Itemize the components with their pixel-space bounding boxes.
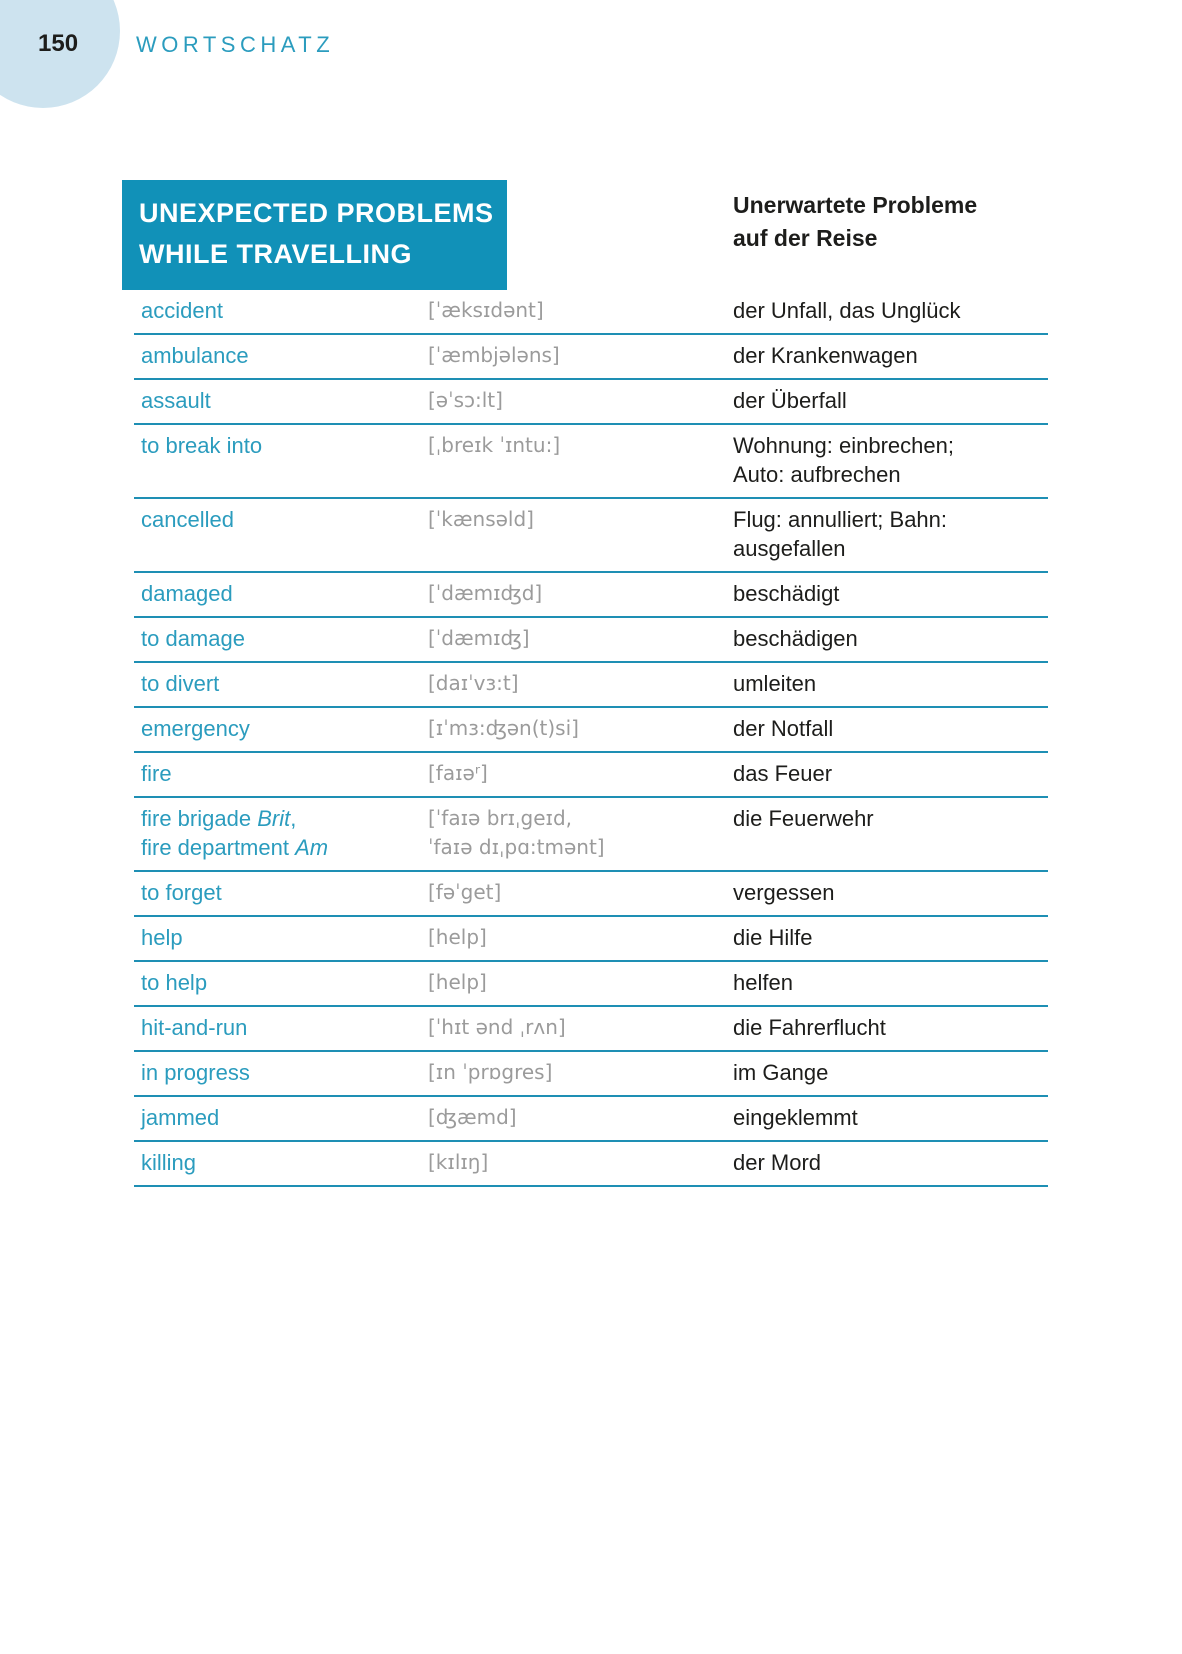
vocab-row: [134, 425, 1048, 499]
phonetic-cell-line: [ˌbreɪk ˈɪntu:]: [428, 433, 561, 457]
english-word-cell-line: emergency: [141, 716, 250, 741]
english-word-cell: [134, 505, 428, 534]
german-translation-cell-line: die Fahrerflucht: [733, 1015, 886, 1040]
phonetic-cell: [428, 878, 733, 907]
german-translation-cell-line: vergessen: [733, 880, 835, 905]
vocab-row: [134, 499, 1048, 573]
phonetic-cell: [428, 923, 733, 952]
german-translation-cell-line: im Gange: [733, 1060, 829, 1085]
phonetic-cell-line: [ˈæksɪdənt]: [428, 298, 544, 322]
german-translation-cell-line: die Hilfe: [733, 925, 813, 950]
region-label: Am: [295, 835, 329, 860]
phonetic-cell: [428, 1148, 733, 1177]
german-translation-cell-line: der Notfall: [733, 716, 834, 741]
english-word-cell-line: to help: [141, 970, 208, 995]
english-word-cell-line: fire: [141, 761, 172, 786]
phonetic-cell-line: [ˈdæmɪʤd]: [428, 581, 543, 605]
german-translation-cell-line: ausgefallen: [733, 536, 846, 561]
phonetic-cell-line: [kɪlɪŋ]: [428, 1150, 489, 1174]
english-word-cell-line: killing: [141, 1150, 197, 1175]
phonetic-cell-line: [ʤæmd]: [428, 1105, 517, 1129]
phonetic-cell: [428, 386, 733, 415]
phonetic-cell-line: [help]: [428, 925, 487, 949]
german-translation-cell: [733, 1103, 1048, 1132]
english-word-cell: [134, 714, 428, 743]
vocab-row: [134, 1052, 1048, 1097]
phonetic-cell: [428, 759, 733, 788]
english-word-cell: [134, 1103, 428, 1132]
english-word-cell: [134, 759, 428, 788]
vocab-row: [134, 618, 1048, 663]
english-word-cell-line: to break into: [141, 433, 263, 458]
vocab-row: [134, 1007, 1048, 1052]
english-word-cell-line: fire brigade Brit,: [141, 806, 297, 831]
phonetic-cell: [428, 579, 733, 608]
english-word-cell: [134, 579, 428, 608]
english-word-cell: [134, 1058, 428, 1087]
phonetic-cell-line: [ˈhɪt ənd ˌrʌn]: [428, 1015, 566, 1039]
german-translation-cell: [733, 431, 1048, 489]
english-word-cell: [134, 968, 428, 997]
german-translation-cell: [733, 923, 1048, 952]
phonetic-cell-line: [ɪˈmɜ:ʤən(t)si]: [428, 716, 579, 740]
german-translation-cell: [733, 1013, 1048, 1042]
phonetic-cell: [428, 968, 733, 997]
english-word-cell: [134, 804, 428, 862]
english-word-cell: [134, 296, 428, 325]
vocab-row: [134, 663, 1048, 708]
page-number: 150: [38, 30, 79, 57]
english-word-cell: [134, 386, 428, 415]
english-word-cell-line: hit-and-run: [141, 1015, 248, 1040]
english-word-cell-line: jammed: [141, 1105, 220, 1130]
vocab-row: [134, 798, 1048, 872]
chapter-title-line2: WHILE TRAVELLING: [139, 239, 412, 269]
vocab-row: [134, 917, 1048, 962]
section-header: WORTSCHATZ: [136, 32, 335, 57]
english-word-cell: [134, 431, 428, 460]
german-translation-cell-line: Wohnung: einbrechen;: [733, 433, 954, 458]
german-translation-cell: [733, 505, 1048, 563]
english-word-cell-line: cancelled: [141, 507, 234, 532]
german-translation-cell-line: der Krankenwagen: [733, 343, 918, 368]
english-word-cell-line: ambulance: [141, 343, 249, 368]
german-translation-cell-line: beschädigt: [733, 581, 840, 606]
german-translation-cell-line: Flug: annulliert; Bahn:: [733, 507, 948, 532]
chapter-title-box: [122, 180, 507, 290]
vocab-row: [134, 962, 1048, 1007]
chapter-title-german-line1: Unerwartete Probleme: [733, 192, 978, 218]
english-word-cell-line: to damage: [141, 626, 245, 651]
english-word-cell: [134, 1013, 428, 1042]
vocab-row: [134, 290, 1048, 335]
english-word-cell: [134, 624, 428, 653]
region-label: Brit: [257, 806, 291, 831]
english-word-cell-line: to forget: [141, 880, 222, 905]
vocab-row: [134, 1097, 1048, 1142]
phonetic-cell: [428, 1013, 733, 1042]
german-translation-cell-line: der Überfall: [733, 388, 847, 413]
phonetic-cell-line: [fəˈget]: [428, 880, 502, 904]
phonetic-cell-line: [ˈæmbjələns]: [428, 343, 560, 367]
german-translation-cell-line: umleiten: [733, 671, 817, 696]
english-word-cell: [134, 878, 428, 907]
phonetic-cell-line: [ˈdæmɪʤ]: [428, 626, 530, 650]
german-translation-cell: [733, 968, 1048, 997]
german-translation-cell: [733, 624, 1048, 653]
phonetic-cell: [428, 431, 733, 460]
english-word-cell-line: damaged: [141, 581, 233, 606]
phonetic-cell-line: [ˈkænsəld]: [428, 507, 534, 531]
english-word-cell: [134, 341, 428, 370]
phonetic-cell: [428, 804, 733, 862]
german-translation-cell-line: helfen: [733, 970, 793, 995]
vocab-row: [134, 753, 1048, 798]
vocab-row: [134, 1142, 1048, 1187]
german-translation-cell: [733, 296, 1048, 325]
german-translation-cell: [733, 714, 1048, 743]
vocab-row: [134, 708, 1048, 753]
english-word-cell: [134, 923, 428, 952]
german-translation-cell-line: Auto: aufbrechen: [733, 462, 901, 487]
phonetic-cell: [428, 505, 733, 534]
german-translation-cell: [733, 386, 1048, 415]
german-translation-cell-line: das Feuer: [733, 761, 833, 786]
german-translation-cell: [733, 804, 1048, 833]
english-word-cell-line: assault: [141, 388, 211, 413]
phonetic-cell: [428, 1103, 733, 1132]
german-translation-cell: [733, 1058, 1048, 1087]
phonetic-cell: [428, 624, 733, 653]
english-word-cell: [134, 1148, 428, 1177]
german-translation-cell: [733, 878, 1048, 907]
english-word-cell-line: fire department Am: [141, 835, 329, 860]
vocab-row: [134, 872, 1048, 917]
chapter-title-german: [733, 189, 977, 255]
phonetic-cell-line: [faɪəʳ]: [428, 761, 488, 785]
phonetic-cell: [428, 714, 733, 743]
german-translation-cell-line: der Mord: [733, 1150, 822, 1175]
chapter-title-line1: UNEXPECTED PROBLEMS: [139, 198, 494, 228]
german-translation-cell-line: die Feuerwehr: [733, 806, 874, 831]
phonetic-cell-line: [ɪn ˈprɒgres]: [428, 1060, 553, 1084]
vocab-row: [134, 573, 1048, 618]
vocab-table: [134, 290, 1048, 1187]
phonetic-cell-line: [help]: [428, 970, 487, 994]
phonetic-cell-line: [ˈfaɪə brɪˌgeɪd,: [428, 806, 573, 830]
english-word-cell: [134, 669, 428, 698]
german-translation-cell: [733, 1148, 1048, 1177]
german-translation-cell: [733, 759, 1048, 788]
phonetic-cell: [428, 341, 733, 370]
german-translation-cell: [733, 579, 1048, 608]
phonetic-cell: [428, 296, 733, 325]
german-translation-cell: [733, 341, 1048, 370]
german-translation-cell-line: beschädigen: [733, 626, 858, 651]
phonetic-cell-line: [əˈsɔ:lt]: [428, 388, 503, 412]
german-translation-cell-line: der Unfall, das Unglück: [733, 298, 961, 323]
phonetic-cell-line: [daɪˈvɜ:t]: [428, 671, 519, 695]
english-word-cell-line: to divert: [141, 671, 220, 696]
phonetic-cell: [428, 669, 733, 698]
german-translation-cell-line: eingeklemmt: [733, 1105, 858, 1130]
english-word-cell-line: help: [141, 925, 183, 950]
english-word-cell-line: accident: [141, 298, 223, 323]
english-word-cell-line: in progress: [141, 1060, 250, 1085]
chapter-title-german-line2: auf der Reise: [733, 225, 878, 251]
phonetic-cell: [428, 1058, 733, 1087]
vocab-row: [134, 380, 1048, 425]
german-translation-cell: [733, 669, 1048, 698]
vocab-row: [134, 335, 1048, 380]
phonetic-cell-line: ˈfaɪə dɪˌpɑ:tmənt]: [428, 835, 605, 859]
